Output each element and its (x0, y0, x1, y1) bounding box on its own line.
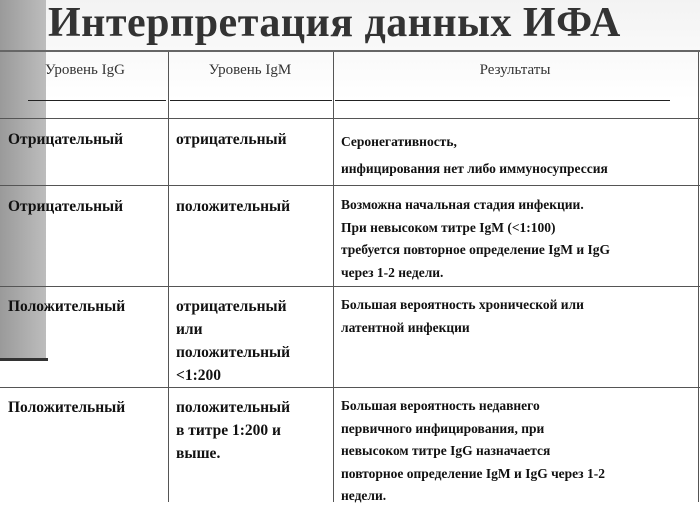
row-3-igg (8, 295, 125, 318)
row-4-result-line: недели. (341, 488, 387, 503)
header-igm: Уровень IgM (208, 62, 292, 78)
header-underline-igm (170, 100, 332, 101)
row-4-igm (176, 396, 290, 465)
row-2-igm-line: положительный (176, 198, 291, 215)
row-2-result (341, 194, 610, 284)
row-3-igg-line: Положительный (8, 298, 126, 315)
row-4-result-line: Большая вероятность недавнего (341, 398, 540, 413)
row-3-igm (176, 295, 290, 387)
row-2-igg (8, 195, 123, 218)
row-4-result (341, 395, 605, 508)
row-2-result-line: через 1-2 недели. (341, 264, 444, 280)
row-4-igm-line: в титре 1:200 и (176, 422, 281, 439)
row-4-igg-line: Положительный (8, 399, 126, 416)
row-1-igm (176, 128, 287, 151)
column-divider-1 (168, 52, 169, 502)
row-3-igm-line: отрицательный (176, 298, 287, 315)
row-1-result-line: Серонегативность, (341, 134, 457, 149)
row-2-result-line: При невысоком титре IgM (<1:100) (341, 219, 556, 235)
row-2-result-line: Возможна начальная стадия инфекции. (341, 197, 584, 212)
slide-title: Интерпретация данных ИФА (48, 0, 621, 46)
row-2-igg-line: Отрицательный (8, 198, 124, 215)
row-divider-1 (0, 185, 700, 186)
row-3-result (341, 294, 584, 339)
header-results: Результаты (479, 62, 551, 78)
row-1-igm-line: отрицательный (176, 131, 287, 148)
row-3-result-line: Большая вероятность хронической или (341, 297, 584, 312)
row-3-igm-line: или (176, 321, 203, 338)
row-4-result-line: невысоком титре IgG назначается (341, 443, 551, 458)
row-3-igm-line: <1:200 (176, 367, 221, 384)
interpretation-table (0, 50, 700, 502)
row-4-result-line: повторное определение IgM и IgG через 1-2 (341, 465, 605, 481)
row-1-result (341, 128, 608, 182)
row-divider-header (0, 118, 700, 119)
row-1-igg-line: Отрицательный (8, 131, 124, 148)
row-4-igg (8, 396, 125, 419)
row-divider-2 (0, 286, 700, 287)
row-divider-3 (0, 387, 700, 388)
row-1-igg (8, 128, 123, 151)
row-2-igm (176, 195, 290, 218)
column-divider-2 (333, 52, 334, 502)
row-4-igm-line: положительный (176, 399, 291, 416)
header-underline-results (335, 100, 670, 101)
row-1-result-line: инфицирования нет либо иммуносупрессия (341, 161, 608, 176)
row-3-result-line: латентной инфекции (341, 319, 470, 335)
row-4-igm-line: выше. (176, 445, 221, 462)
row-3-igm-line: положительный (176, 344, 291, 361)
header-underline-igg (28, 100, 166, 101)
row-2-result-line: требуется повторное определение IgM и IgG (341, 242, 611, 257)
header-igg: Уровень IgG (45, 62, 125, 78)
row-4-result-line: первичного инфицирования, при (341, 420, 545, 436)
column-divider-right (698, 52, 699, 502)
